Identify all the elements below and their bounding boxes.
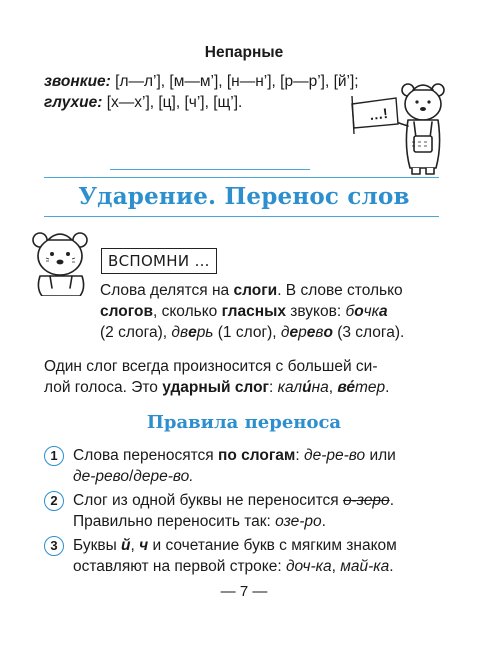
letter: на [311, 379, 329, 396]
page-title: Ударение. Перенос слов [78, 183, 410, 210]
letter-y: й [121, 537, 131, 554]
letter: дв [171, 324, 189, 341]
stressed-vowel: и́ [302, 379, 312, 396]
text: / [128, 468, 134, 485]
text: (2 слога), [100, 324, 172, 341]
text: Слог из одной буквы не переносится [73, 492, 343, 509]
voiceless-list: [х—х’], [ц], [ч’], [щ’]. [106, 94, 243, 111]
text: Слова делятся на [100, 282, 234, 299]
stressed-vowel: е́ [346, 379, 356, 396]
rule-3-line-2 [73, 556, 394, 577]
bear-remember-illustration [28, 228, 98, 296]
remember-callout: ВСПОМНИ … [101, 248, 217, 274]
divider-title-above [44, 177, 439, 178]
text: , [130, 537, 140, 554]
sign-text: …! [368, 104, 389, 124]
text: и сочетание букв с мягким знаком [148, 537, 397, 554]
text: , [328, 379, 338, 396]
text: оставляют на первой строке: [73, 558, 286, 575]
rule-1-line-1 [73, 445, 396, 466]
term-stressed-syllable: ударный слог [162, 379, 270, 396]
voiced-label: звонкие: [44, 73, 111, 90]
page-number: — 7 — [220, 583, 268, 600]
letter: д [280, 324, 290, 341]
example: де-ре-во [304, 447, 366, 464]
rule-number-3: 3 [44, 536, 64, 556]
vowel: е [306, 324, 316, 341]
term-vowels: гласных [221, 303, 286, 320]
letter: б [345, 303, 355, 320]
example: озе-ро [275, 513, 322, 530]
rule-3-line-1 [73, 535, 397, 556]
example: де-рево [73, 468, 129, 485]
voiced-list: [л—л’], [м—м’], [н—н’], [р—р’], [й’]; [115, 73, 359, 90]
rule-2-line-1 [73, 490, 394, 511]
text: . [389, 492, 394, 509]
rule-number-2: 2 [44, 491, 64, 511]
rule-1-line-2 [73, 466, 194, 487]
rule-2-line-2 [73, 511, 326, 532]
term-by-syllables: по слогам [217, 447, 296, 464]
term-syllables: слоги [233, 282, 278, 299]
divider-top [110, 169, 310, 170]
text: : [269, 379, 278, 396]
example-dver [171, 324, 213, 341]
intro-line-1 [100, 280, 403, 301]
rules-title: Правила переноса [146, 412, 342, 433]
text: . [389, 558, 394, 575]
letter: р [298, 324, 307, 341]
stress-line-2 [44, 377, 389, 398]
vowel: о [323, 324, 333, 341]
text: . [321, 513, 326, 530]
letter: в [337, 379, 347, 396]
vowel: о [354, 303, 364, 320]
bear-with-sign-illustration [350, 76, 450, 176]
vowel: е [289, 324, 299, 341]
letter: кал [277, 379, 303, 396]
text: : [295, 447, 305, 464]
section-heading-unpaired: Непарные [204, 44, 284, 61]
voiceless-line [44, 93, 242, 113]
example-bochka [345, 303, 387, 320]
voiced-line [44, 72, 359, 92]
text: (3 слога). [332, 324, 405, 341]
letter: рь [196, 324, 214, 341]
letter: чк [363, 303, 379, 320]
text: . [385, 379, 390, 396]
text: , [331, 558, 341, 575]
vowel: а [379, 303, 388, 320]
text: . [189, 468, 194, 485]
example: дере-во [133, 468, 190, 485]
vowel: е [188, 324, 197, 341]
text: Буквы [73, 537, 122, 554]
rule-number-1: 1 [44, 446, 64, 466]
letter-ch: ч [139, 537, 149, 554]
text: или [365, 447, 396, 464]
text: . В слове столько [277, 282, 403, 299]
term-syllables: слогов [100, 303, 153, 320]
example-derevo [281, 324, 333, 341]
text: Правильно переносить так: [73, 513, 276, 530]
text: (1 слог), [213, 324, 281, 341]
voiceless-label: глухие: [44, 94, 103, 111]
example: доч-ка [285, 558, 332, 575]
example-kalina [278, 379, 329, 396]
divider-title-below [44, 216, 439, 217]
letter: в [315, 324, 324, 341]
text: лой голоса. Это [44, 379, 163, 396]
intro-line-2 [100, 301, 388, 322]
intro-line-3 [100, 322, 404, 343]
stress-line-1: Один слог всегда произносится с большей си- [44, 358, 378, 375]
text: Слова переносятся [73, 447, 218, 464]
wrong-example: о-зеро [343, 492, 390, 509]
letter: тер [355, 379, 386, 396]
text: звуков: [285, 303, 346, 320]
text: , сколько [152, 303, 222, 320]
example-veter [337, 379, 385, 396]
example: май-ка [340, 558, 390, 575]
